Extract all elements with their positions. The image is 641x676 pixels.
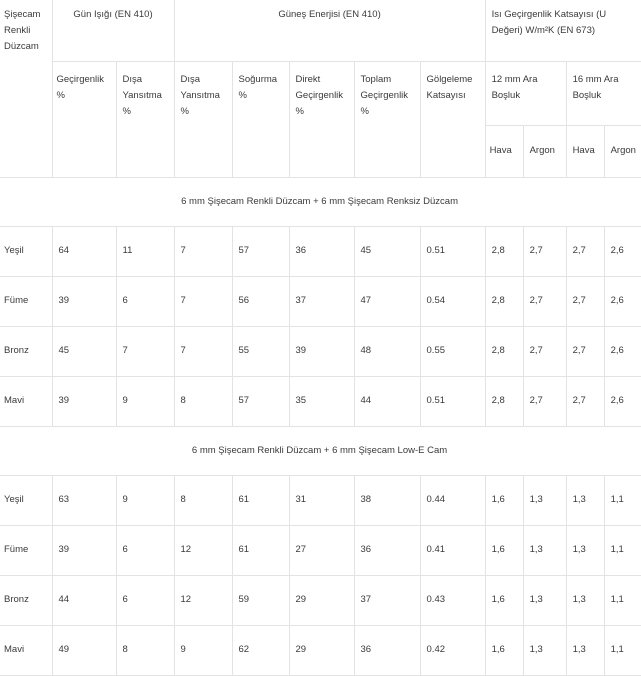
cell-daylight-reflectance: 7 [116, 326, 174, 376]
cell-u-16-argon: 2,6 [604, 326, 641, 376]
cell-u-12-air: 1,6 [485, 575, 523, 625]
cell-color: Yeşil [0, 226, 52, 276]
cell-daylight-transmittance: 63 [52, 475, 116, 525]
cell-direct-transmittance: 39 [289, 326, 354, 376]
cell-direct-transmittance: 37 [289, 276, 354, 326]
table-row [0, 276, 641, 326]
cell-absorption: 59 [232, 575, 289, 625]
cell-u-16-argon: 2,6 [604, 376, 641, 426]
air-16-header: Hava [566, 125, 604, 177]
cell-daylight-transmittance: 64 [52, 226, 116, 276]
cell-solar-reflectance: 12 [174, 575, 232, 625]
cell-total-transmittance: 36 [354, 525, 420, 575]
daylight-header: Gün Işığı (EN 410) [52, 0, 174, 61]
cell-daylight-reflectance: 11 [116, 226, 174, 276]
cell-daylight-transmittance: 39 [52, 376, 116, 426]
ext-reflectance-daylight-header: Dışa Yansıtma % [116, 61, 174, 177]
cell-u-16-argon: 2,6 [604, 226, 641, 276]
total-transmittance-header: Toplam Geçirgenlik % [354, 61, 420, 177]
cell-solar-reflectance: 7 [174, 226, 232, 276]
cell-u-16-air: 2,7 [566, 276, 604, 326]
cell-solar-reflectance: 8 [174, 376, 232, 426]
cell-absorption: 61 [232, 525, 289, 575]
cell-u-12-argon: 2,7 [523, 376, 566, 426]
product-header: Şişecam Renkli Düzcam [0, 0, 52, 177]
cell-u-12-argon: 1,3 [523, 625, 566, 675]
cell-shading-coefficient: 0.44 [420, 475, 485, 525]
absorption-header: Soğurma % [232, 61, 289, 177]
cell-u-16-air: 1,3 [566, 525, 604, 575]
cell-total-transmittance: 45 [354, 226, 420, 276]
cell-daylight-reflectance: 8 [116, 625, 174, 675]
table-row [0, 525, 641, 575]
cell-color: Mavi [0, 376, 52, 426]
cell-shading-coefficient: 0.51 [420, 376, 485, 426]
cell-u-16-argon: 2,6 [604, 276, 641, 326]
table-row [0, 226, 641, 276]
cell-daylight-transmittance: 45 [52, 326, 116, 376]
cell-u-16-argon: 1,1 [604, 575, 641, 625]
cell-direct-transmittance: 31 [289, 475, 354, 525]
cell-solar-reflectance: 8 [174, 475, 232, 525]
cell-u-12-air: 2,8 [485, 376, 523, 426]
cell-shading-coefficient: 0.54 [420, 276, 485, 326]
cell-direct-transmittance: 36 [289, 226, 354, 276]
cell-u-16-air: 2,7 [566, 376, 604, 426]
section-title: 6 mm Şişecam Renkli Düzcam + 6 mm Şişecam Renksiz Düzcam [0, 177, 641, 226]
cell-shading-coefficient: 0.51 [420, 226, 485, 276]
cell-total-transmittance: 38 [354, 475, 420, 525]
cell-u-12-argon: 1,3 [523, 525, 566, 575]
cell-u-16-air: 2,7 [566, 326, 604, 376]
cell-u-16-air: 1,3 [566, 475, 604, 525]
table-row [0, 475, 641, 525]
cell-solar-reflectance: 7 [174, 326, 232, 376]
cell-shading-coefficient: 0.41 [420, 525, 485, 575]
solar-header: Güneş Enerjisi (EN 410) [174, 0, 485, 61]
cell-u-16-air: 1,3 [566, 575, 604, 625]
cell-absorption: 61 [232, 475, 289, 525]
cell-u-12-argon: 1,3 [523, 575, 566, 625]
cell-u-12-argon: 2,7 [523, 226, 566, 276]
section-title: 6 mm Şişecam Renkli Düzcam + 6 mm Şişecam Low-E Cam [0, 426, 641, 475]
cell-total-transmittance: 44 [354, 376, 420, 426]
cell-daylight-reflectance: 6 [116, 276, 174, 326]
shading-coefficient-header: Gölgeleme Katsayısı [420, 61, 485, 177]
cell-daylight-transmittance: 49 [52, 625, 116, 675]
cell-u-16-air: 1,3 [566, 625, 604, 675]
argon-12-header: Argon [523, 125, 566, 177]
cell-daylight-transmittance: 39 [52, 276, 116, 326]
air-12-header: Hava [485, 125, 523, 177]
cell-u-12-air: 2,8 [485, 326, 523, 376]
cell-absorption: 57 [232, 376, 289, 426]
ext-reflectance-solar-header: Dışa Yansıtma % [174, 61, 232, 177]
cell-solar-reflectance: 9 [174, 625, 232, 675]
cell-daylight-reflectance: 9 [116, 376, 174, 426]
cell-direct-transmittance: 29 [289, 575, 354, 625]
cell-daylight-reflectance: 6 [116, 575, 174, 625]
table-row [0, 575, 641, 625]
cell-u-16-air: 2,7 [566, 226, 604, 276]
cell-absorption: 62 [232, 625, 289, 675]
gap-16-header: 16 mm Ara Boşluk [566, 61, 641, 125]
cell-shading-coefficient: 0.55 [420, 326, 485, 376]
transmittance-header: Geçirgenlik % [52, 61, 116, 177]
cell-direct-transmittance: 27 [289, 525, 354, 575]
cell-absorption: 57 [232, 226, 289, 276]
cell-u-12-argon: 2,7 [523, 326, 566, 376]
cell-daylight-transmittance: 39 [52, 525, 116, 575]
cell-total-transmittance: 37 [354, 575, 420, 625]
cell-shading-coefficient: 0.42 [420, 625, 485, 675]
cell-total-transmittance: 47 [354, 276, 420, 326]
thermal-header: Isı Geçirgenlik Katsayısı (U Değeri) W/m²K (EN 673) [485, 0, 641, 61]
cell-u-12-argon: 1,3 [523, 475, 566, 525]
cell-color: Yeşil [0, 475, 52, 525]
cell-color: Bronz [0, 326, 52, 376]
cell-total-transmittance: 36 [354, 625, 420, 675]
cell-daylight-reflectance: 6 [116, 525, 174, 575]
argon-16-header: Argon [604, 125, 641, 177]
cell-u-16-argon: 1,1 [604, 475, 641, 525]
cell-solar-reflectance: 12 [174, 525, 232, 575]
cell-u-12-air: 2,8 [485, 276, 523, 326]
cell-daylight-reflectance: 9 [116, 475, 174, 525]
cell-color: Füme [0, 525, 52, 575]
cell-u-16-argon: 1,1 [604, 525, 641, 575]
cell-color: Bronz [0, 575, 52, 625]
cell-color: Füme [0, 276, 52, 326]
table-row [0, 376, 641, 426]
direct-transmittance-header: Direkt Geçirgenlik % [289, 61, 354, 177]
cell-absorption: 56 [232, 276, 289, 326]
gap-12-header: 12 mm Ara Boşluk [485, 61, 566, 125]
cell-daylight-transmittance: 44 [52, 575, 116, 625]
cell-direct-transmittance: 29 [289, 625, 354, 675]
cell-u-12-air: 2,8 [485, 226, 523, 276]
cell-solar-reflectance: 7 [174, 276, 232, 326]
cell-u-12-argon: 2,7 [523, 276, 566, 326]
cell-absorption: 55 [232, 326, 289, 376]
cell-u-12-air: 1,6 [485, 625, 523, 675]
table-row [0, 326, 641, 376]
cell-u-12-air: 1,6 [485, 525, 523, 575]
table-row [0, 625, 641, 675]
cell-color: Mavi [0, 625, 52, 675]
cell-u-16-argon: 1,1 [604, 625, 641, 675]
cell-total-transmittance: 48 [354, 326, 420, 376]
cell-direct-transmittance: 35 [289, 376, 354, 426]
cell-shading-coefficient: 0.43 [420, 575, 485, 625]
cell-u-12-air: 1,6 [485, 475, 523, 525]
